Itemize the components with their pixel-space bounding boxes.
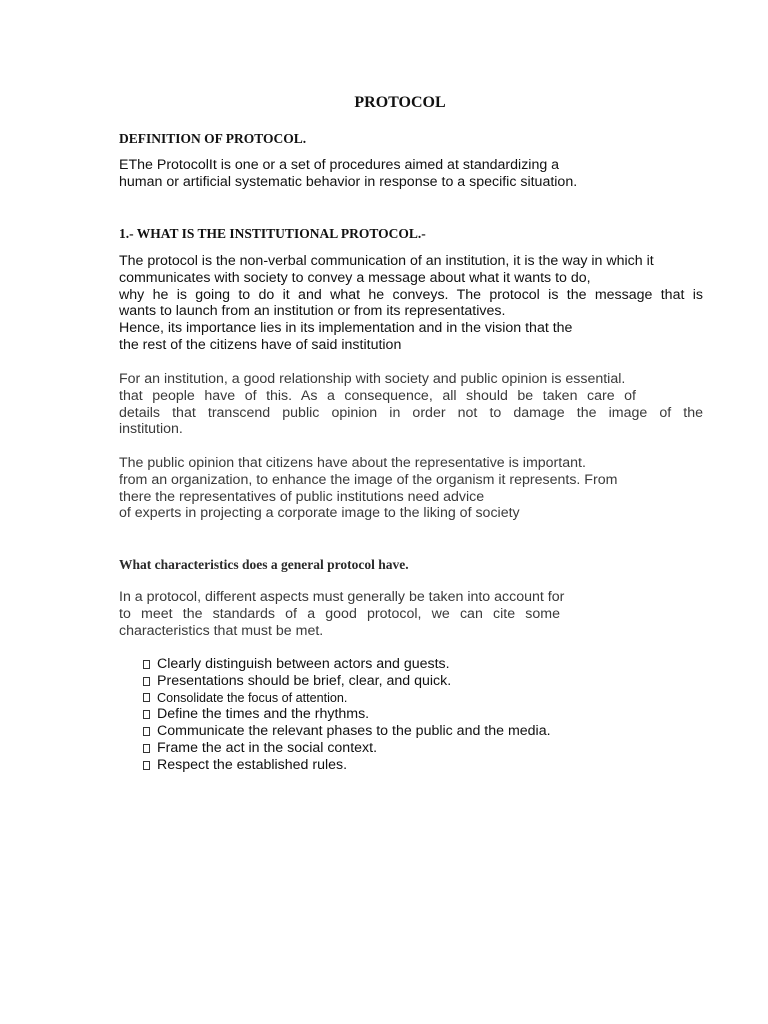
- checkbox-glyph-icon: [143, 727, 150, 736]
- text-line: the rest of the citizens have of said institution: [119, 336, 402, 353]
- list-item-text: Consolidate the focus of attention.: [157, 690, 348, 705]
- checkbox-glyph-icon: [143, 761, 150, 770]
- list-item: [143, 673, 551, 690]
- list-item-text: Presentations should be brief, clear, and quick.: [157, 672, 452, 689]
- text-line: to meet the standards of a good protocol, we can cite some: [119, 605, 560, 622]
- checkbox-glyph-icon: [143, 677, 150, 686]
- list-item-text: Clearly distinguish between actors and guests.: [157, 656, 450, 672]
- text-line: why he is going to do it and what he conveys. The protocol is the message that is: [119, 286, 703, 303]
- list-item: [143, 723, 551, 740]
- text-line: that people have of this. As a consequence, all should be taken care of: [119, 387, 636, 404]
- characteristics-list: [143, 656, 551, 774]
- text-line: In a protocol, different aspects must generally be taken into account for: [119, 589, 565, 605]
- list-item-text: Communicate the relevant phases to the public and the media.: [157, 723, 551, 740]
- page-title: PROTOCOL: [354, 94, 446, 111]
- text-line: For an institution, a good relationship with society and public opinion is essential.: [119, 371, 626, 387]
- text-line: from an organization, to enhance the image of the organism it represents. From: [119, 471, 618, 488]
- text-line: Hence, its importance lies in its implementation and in the vision that the: [119, 320, 573, 337]
- characteristics-heading: What characteristics does a general protocol have.: [119, 557, 409, 572]
- text-line: details that transcend public opinion in order not to damage the image of the: [119, 404, 703, 421]
- list-item-text: Frame the act in the social context.: [157, 739, 378, 756]
- list-item: [143, 656, 551, 673]
- text-line: of experts in projecting a corporate image to the liking of society: [119, 505, 520, 522]
- text-line: characteristics that must be met.: [119, 622, 324, 639]
- text-line: communicates with society to convey a message about what it wants to do,: [119, 269, 591, 286]
- checkbox-glyph-icon: [143, 660, 150, 669]
- list-item: [143, 690, 551, 707]
- list-item: [143, 740, 551, 757]
- list-item: [143, 706, 551, 723]
- text-line: there the representatives of public institutions need advice: [119, 488, 485, 505]
- definition-heading: DEFINITION OF PROTOCOL.: [119, 131, 307, 146]
- section1-paragraph-2: [119, 371, 703, 438]
- section1-paragraph-1: [119, 253, 703, 354]
- checkbox-glyph-icon: [143, 744, 150, 753]
- checkbox-glyph-icon: [143, 693, 150, 702]
- text-line: The public opinion that citizens have about the representative is important.: [119, 455, 586, 471]
- characteristics-intro: [119, 589, 703, 639]
- text-line: EThe ProtocolIt is one or a set of procedures aimed at standardizing a: [119, 157, 560, 173]
- checkbox-glyph-icon: [143, 710, 150, 719]
- list-item-text: Define the times and the rhythms.: [157, 706, 370, 723]
- text-line: institution.: [119, 421, 183, 438]
- section1-heading: 1.- WHAT IS THE INSTITUTIONAL PROTOCOL.-: [119, 226, 426, 241]
- list-item: [143, 757, 551, 774]
- text-line: human or artificial systematic behavior in response to a specific situation.: [119, 173, 578, 190]
- text-line: The protocol is the non-verbal communication of an institution, it is the way in which it: [119, 253, 654, 269]
- section1-paragraph-3: [119, 455, 703, 522]
- list-item-text: Respect the established rules.: [157, 756, 348, 773]
- definition-paragraph: [119, 157, 703, 191]
- text-line: wants to launch from an institution or from its representatives.: [119, 303, 506, 320]
